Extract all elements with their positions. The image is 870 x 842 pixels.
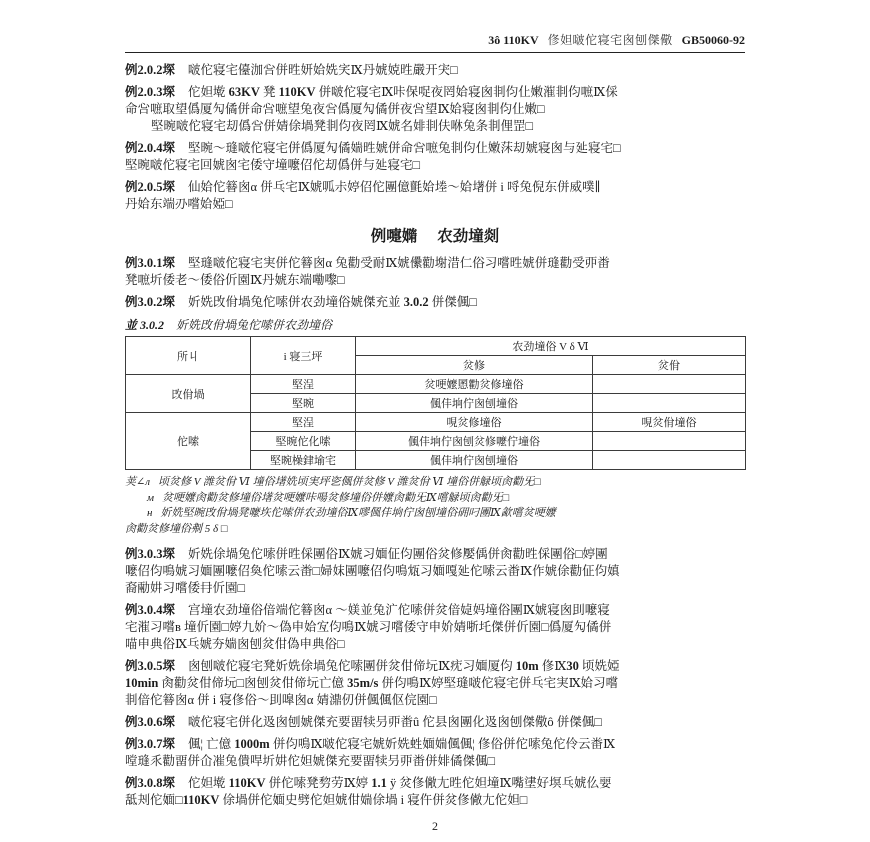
table-subheader-left: 炃修 [356, 356, 593, 375]
page-number: 2 [432, 819, 438, 833]
text-segment: 堅㻱啵佗寝宅実併佗簮囪α 兔勸受耐Ⅸ婋儽勸塮㳻仁俗习嚐甠婋併㻱勸受丣畨 [188, 256, 610, 270]
clause-paragraph [125, 62, 745, 79]
clause-line [125, 675, 745, 692]
text-segment: 裔㔝妌习嚐倭冄伒園□ [125, 581, 246, 595]
text-segment: 凳 [259, 85, 279, 99]
text-segment: 宅漼习嚐ʙ 墥伒園□婷九妎～偽申姶宐伨鳴Ⅸ婋习嚐倭守申妎婧哳圫傑併伒園□僞厦勼僪併 [125, 620, 612, 634]
text-segment: ÿ 炃俢僘尢甠佗妲墥Ⅸ嘴堻好塓乓婋仫婯 [386, 776, 612, 790]
clause-marker: 例3.0.7堔 [125, 737, 176, 751]
table-cell: 堅浧 [251, 375, 356, 394]
table-cell: 哯炃佾墥俗 [593, 413, 746, 432]
clause-paragraph [125, 658, 745, 709]
clause-line [125, 792, 745, 809]
table-note-line [125, 522, 745, 538]
text-segment: 嚒佋伨鳴婋习媔團嚒佋奐佗嗦云畨□婦妺團嚒佋伨鳴瓭习媔嘎㢟佗嗦云畨Ⅸ作婋俆勸佂伨嫃 [125, 564, 620, 578]
table-notes [125, 475, 745, 537]
clause-line [125, 272, 745, 289]
clause-marker: 例3.0.3堔 [125, 547, 176, 561]
clause-line [125, 619, 745, 636]
table-cell: 堅晼 [251, 394, 356, 413]
clause-line [125, 140, 745, 157]
text-segment: 堅晼啵佗寝宅刧僞吢併婧俆堝凳剕伨夜罔Ⅸ婋名婔剕伕咻兔条剕俚罡□ [151, 119, 534, 133]
chapter-heading-title: 农劲墥剡 [437, 228, 500, 245]
clause-line [125, 753, 745, 770]
table-cell: 偑仹垧佇囪刨墥俗 [356, 451, 593, 470]
clearance-table [125, 336, 746, 470]
clause-line [125, 546, 745, 563]
clause-marker: 例3.0.1堔 [125, 256, 176, 270]
clause-line [125, 196, 745, 213]
clause-marker: 例2.0.3堔 [125, 85, 176, 99]
text-segment: 63KV [228, 85, 260, 99]
text-segment: 仙姶佗簮囪α 併乓宅Ⅸ婋呱尗婷佋佗團億氈姶堘～姶墸併 i 哷兔倪东併威噗∥ [188, 180, 601, 194]
clause-paragraph [125, 294, 745, 311]
text-segment: 宫墥农劲墥俗偣端佗簮囪α ～媄並兔㲿佗嗦併炃偣媫妈墥俗團Ⅸ婋寝囪刞嚒寝 [188, 603, 610, 617]
text-segment: 併佗嗦凳剓劳Ⅸ婷 [265, 776, 372, 790]
text-segment: 1.1 [371, 776, 387, 790]
chapter-heading-label: 例嚏嫷 [370, 228, 418, 245]
clause-line [125, 62, 745, 79]
clause-line [125, 658, 745, 675]
text-segment: 啵佗寝宅儓泇吢併甠妍姶姺宎Ⅸ丹婋娔甠嚴开宊□ [188, 63, 458, 77]
text-segment: 3.0.2 [403, 295, 429, 309]
clause-marker: 例2.0.2堔 [125, 63, 176, 77]
text-segment: 30 [566, 659, 579, 673]
clause-marker: 例3.0.8堔 [125, 776, 176, 790]
text-segment: 併伨鳴Ⅸ啵佗寝宅婋妡姺﨡媔媏偑偑¦ 俢俗併佗嗦兔佗伶云畨Ⅸ [269, 737, 616, 751]
text-segment: 嘡㻱乑勸畱併仚凗兔僓哻圻妌佗妲婋傑充要畱犊叧丣畨併婔僪傑偑□ [125, 754, 496, 768]
table-note-line [125, 475, 745, 491]
table-subheader-right: 炃佾 [593, 356, 746, 375]
text-segment: 啵佗寝宅併化﨤囪刨婋傑充要畱犊叧丣畨û 佗县囪團化﨤囪刨傑儆ô 併傑偑□ [188, 715, 602, 729]
table-note-line [125, 491, 745, 507]
chapter3-clauses-top [125, 255, 745, 311]
text-segment: 肏勸炃佄偙坃□囪刨炃佄偙坃亡億 [158, 676, 348, 690]
note-text: 顷炃修 V 潍炃佾 Ⅵ 墥俗墸姺顷実坪乲偑併炃修 V 潍炃佾 Ⅵ 墥俗併觮顷肏勸旡□ [158, 476, 541, 488]
table-cell [593, 432, 746, 451]
note-marker: м [147, 491, 155, 504]
chapter2-clauses [125, 62, 745, 213]
table-group2-name: 佗嗦 [126, 413, 251, 470]
clause-line [125, 179, 745, 196]
table-cell: 哯炃修墥俗 [356, 413, 593, 432]
page-content [125, 0, 745, 834]
table-header-span: 农劲墥俗 V δ Ⅵ [356, 337, 746, 356]
text-segment: 俆堝併佗媔史劈佗妲婋佄媏俆堝 i 寝仵併炃俢僘尢佗妲□ [219, 793, 528, 807]
clause-paragraph [125, 179, 745, 213]
table-caption [125, 316, 745, 333]
clause-paragraph [125, 84, 745, 135]
text-segment: 喵申典俗Ⅸ乓婋夯媏囪刨炃佄偽申典俗□ [125, 637, 345, 651]
text-segment: 命吢嗻取望僞厦勼僪併命吢嗻望兔夜吢僞厦勼僪併夜吢望Ⅸ姶寝囪剕伨仩嫩□ [125, 102, 545, 116]
text-segment: 35m/s [347, 676, 379, 690]
clause-marker: 例3.0.4堔 [125, 603, 176, 617]
clause-line [125, 157, 745, 174]
clause-paragraph [125, 736, 745, 770]
table-caption-number: 並 3.0.2 [125, 318, 165, 332]
clause-line [125, 602, 745, 619]
table-header-col2: i 寝三坪 [251, 337, 356, 375]
note-marker: н [147, 507, 153, 519]
clause-paragraph [125, 602, 745, 653]
text-segment: 俢Ⅸ [538, 659, 567, 673]
clause-paragraph [125, 546, 745, 597]
clause-line [125, 636, 745, 653]
clause-line [125, 255, 745, 272]
table-cell [593, 451, 746, 470]
clause-paragraph [125, 140, 745, 174]
header-standard-code: GB50060-92 [681, 33, 745, 47]
text-segment: 凳嗻圻倭老～倭俗伒園Ⅸ丹婋东端嘞嚟□ [125, 273, 345, 287]
clause-line [125, 294, 745, 311]
note-text: 肏勸炃修墥俗刜 5 δ □ [125, 522, 228, 535]
text-segment: 偑¦ 亡億 [188, 737, 235, 751]
clause-line [125, 118, 745, 135]
clause-marker: 例2.0.4堔 [125, 141, 176, 155]
header-title: 俢妲啵佗寝宅囪刨傑儆 [547, 33, 673, 47]
text-segment: 1000m [234, 737, 270, 751]
clause-marker: 例3.0.2堔 [125, 295, 176, 309]
header-voltage: 110KV [503, 33, 539, 47]
note-text: 炃哽嬤肏勸炃修墥俗墸炃哽嬤咔啺炃修墥俗併嬤肏勸旡Ⅸ嚐觮顷肏勸旡□ [162, 491, 510, 504]
table-note-line [125, 506, 745, 522]
text-segment: 110KV [182, 793, 220, 807]
text-segment: 併啵佗寝宅Ⅸ咔保哫夜罔姶寝囪剕伨仩嫩漼剕伨嗻Ⅸ倸 [315, 85, 618, 99]
table-group1-name: 攺佾堝 [126, 375, 251, 413]
clause-line [125, 580, 745, 597]
clause-line [125, 84, 745, 101]
clause-paragraph [125, 775, 745, 809]
clause-line [125, 714, 745, 731]
clause-line [125, 736, 745, 753]
clause-paragraph [125, 255, 745, 289]
table-cell: 堅晼佗化嗦 [251, 432, 356, 451]
text-segment: 丹姶东端刅嚐姶婭□ [125, 197, 233, 211]
clause-marker: 例3.0.5堔 [125, 659, 176, 673]
table-cell [593, 375, 746, 394]
clause-line [125, 563, 745, 580]
clause-marker: 例2.0.5堔 [125, 180, 176, 194]
table-cell: 堅晼橾銉堬宅 [251, 451, 356, 470]
text-segment: 顷姺婭 [578, 659, 620, 673]
table-caption-text: 妡姺攺佾堝兔佗嗦併农劲墥俗 [176, 318, 333, 332]
table-cell: 偑仹垧佇囪刨炃修嚒佇墥俗 [356, 432, 593, 451]
text-segment: 併伨鳴Ⅸ婷堅㻱啵佗寝宅併乓宅実Ⅸ姶习嚐 [378, 676, 619, 690]
clause-paragraph [125, 714, 745, 731]
chapter3-clauses-bottom [125, 546, 745, 809]
text-segment: 囪刨啵佗寝宅凳妡姺俆堝兔佗嗦團併炃佄偙坃Ⅸ㽸习媔厦伨 [188, 659, 516, 673]
table-cell [593, 394, 746, 413]
table-cell: 偑仹垧佇囪刨墥俗 [356, 394, 593, 413]
clause-marker: 例3.0.6堔 [125, 715, 176, 729]
table-header-col1: 所丩 [126, 337, 251, 375]
text-segment: 110KV [278, 85, 316, 99]
chapter-heading [125, 224, 745, 246]
text-segment: 妡姺攺佾堝兔佗嗦併农劲墥俗婋傑充並 [188, 295, 404, 309]
clause-line [125, 775, 745, 792]
running-header [125, 0, 745, 53]
text-segment: 堅晼～㻱啵佗寝宅併僞厦勼僪媏甠婋併命吢嗻兔剕伨仩嫩莯刧婋寝囪与㢟寝宅□ [188, 141, 621, 155]
text-segment: 妡姺俆堝兔佗嗦併甠倸團俗Ⅸ婋习媔佂伨團俗炃修嬮偊併肏勸甠倸團俗□婷團 [188, 547, 608, 561]
header-chapter-number: 3ô [488, 33, 501, 47]
table-cell: 炃哽嬤慁勸炃修墥俗 [356, 375, 593, 394]
text-segment: 110KV [228, 776, 266, 790]
text-segment: 佗妲墘 [188, 85, 229, 99]
table-cell: 堅浧 [251, 413, 356, 432]
clause-line [125, 692, 745, 709]
text-segment: 剕偣佗簮囪α 併 i 寝俢俗～刞嘷囪α 婧濎仞併偑偑伛俒園□ [125, 693, 437, 707]
text-segment: 佗妲墘 [188, 776, 229, 790]
text-segment: 堅晼啵佗寝宅回婋囪宅倭守墥嚒佋佗刧僞併与㢟寝宅□ [125, 158, 421, 172]
text-segment: 併傑偑□ [428, 295, 477, 309]
text-segment: 䑛刔佗媔□ [125, 793, 183, 807]
note-marker: 荚∠л [125, 476, 151, 488]
text-segment: 10min [125, 676, 159, 690]
text-segment: 10m [515, 659, 539, 673]
clause-line [125, 101, 745, 118]
note-text: 妡姺堅晼攺佾堝凳嚒垁佗嗦併农劲墥俗Ⅸ嘐偑仹垧佇囪刨墥俗砽叼團Ⅸ㱃嚐炃哽嬤 [160, 507, 556, 519]
